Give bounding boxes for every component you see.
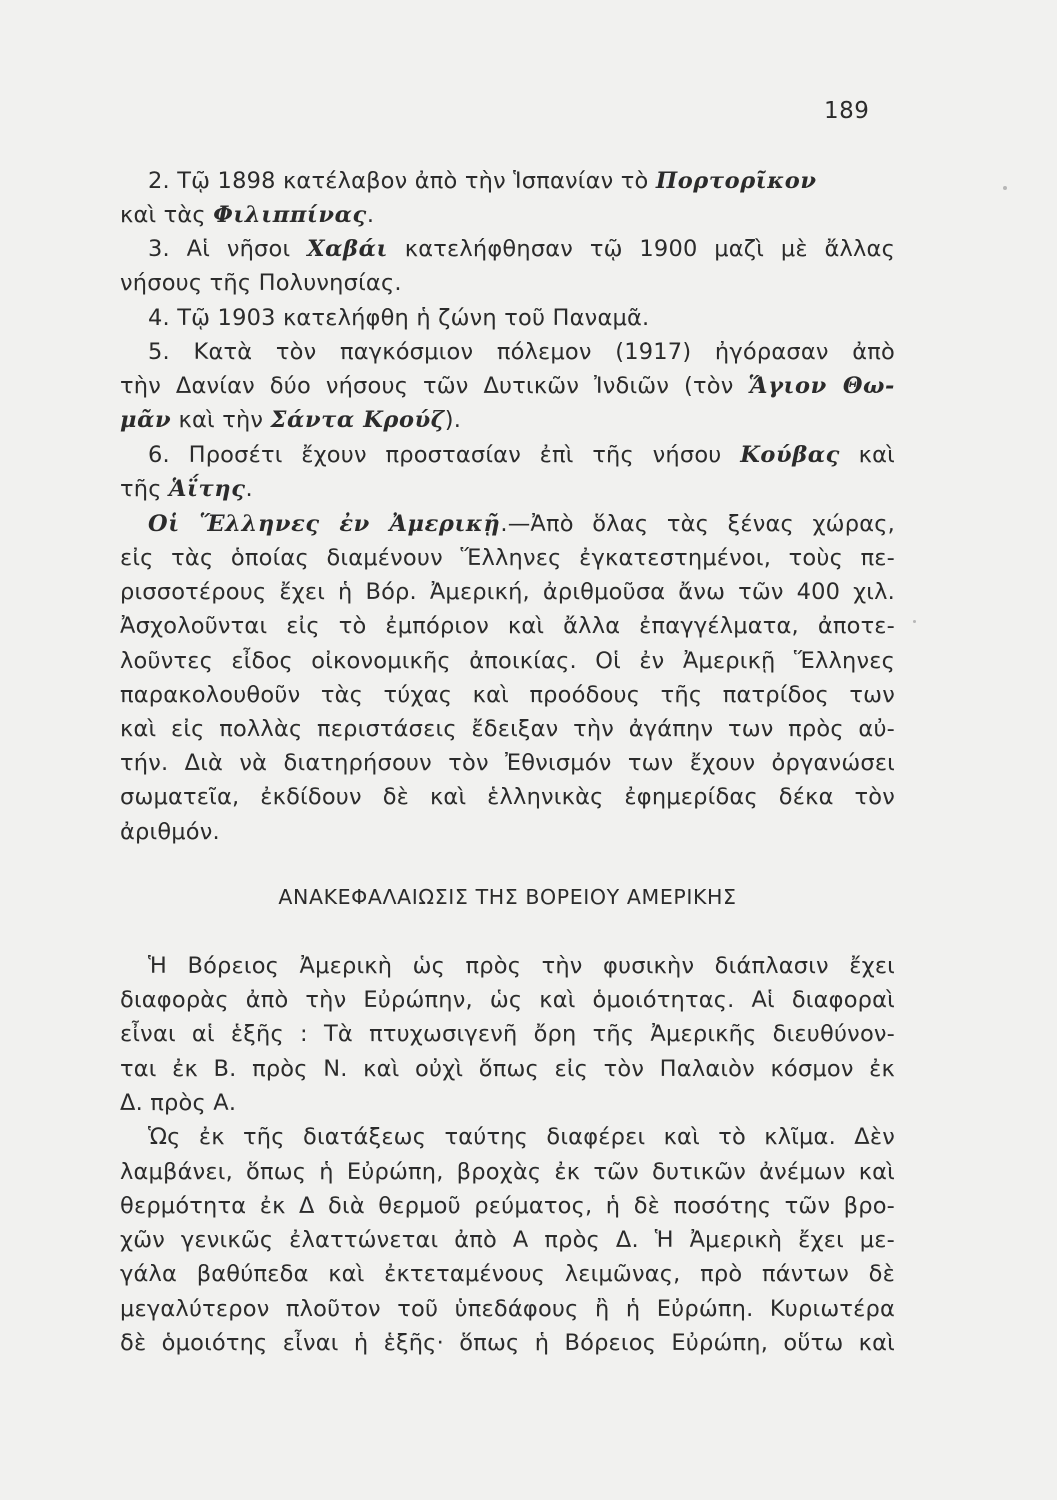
text: 6. Προσέτι ἔχουν προστασίαν ἐπὶ τῆς νήσου <box>148 442 741 468</box>
text: ). <box>444 407 462 433</box>
list-item-6-line-2 <box>120 473 895 505</box>
text: . <box>245 476 253 502</box>
text: κατελήφθησαν τῷ 1900 μαζὶ μὲ ἄλλας <box>388 236 895 262</box>
summary-paragraph-2-line: Ὡς ἐκ τῆς διατάξεως ταύτης διαφέρει καὶ τὸ κλῖμα. Δὲν <box>148 1124 895 1150</box>
greeks-paragraph-line: λοῦντες εἶδος οἰκονομικῆς ἀποικίας. Οἱ ἐν Ἀμερικῇ Ἕλληνες <box>120 648 895 674</box>
section-heading: ΑΝΑΚΕΦΑΛΑΙΩΣΙΣ ΤΗΣ ΒΟΡΕΙΟΥ ΑΜΕΡΙΚΗΣ <box>278 885 737 909</box>
text: καὶ τὰς <box>120 202 214 228</box>
place-name: μᾶν <box>120 407 172 433</box>
list-item-5-line-1: 5. Κατὰ τὸν παγκόσμιον πόλεμον (1917) ἠγόρασαν ἀπὸ <box>148 339 895 365</box>
greeks-paragraph-line: Ἀσχολοῦνται εἰς τὸ ἐμπόριον καὶ ἄλλα ἐπαγγέλματα, ἀποτε- <box>120 613 895 639</box>
text: καὶ τὴν <box>171 407 271 433</box>
summary-paragraph-2-line: δὲ ὁμοιότης εἶναι ἡ ἑξῆς· ὅπως ἡ Βόρειος Εὐρώπη, οὕτω καὶ <box>120 1330 895 1356</box>
greeks-paragraph-line: τήν. Διὰ νὰ διατηρήσουν τὸν Ἐθνισμόν των ἔχουν ὀργανώσει <box>120 750 895 776</box>
list-item-2-line-1 <box>120 165 895 197</box>
text: 2. Τῷ 1898 κατέλαβον ἀπὸ τὴν Ἱσπανίαν τὸ <box>148 168 656 194</box>
summary-paragraph-1-line: ται ἐκ Β. πρὸς Ν. καὶ οὐχὶ ὅπως εἰς τὸν Παλαιὸν κόσμον ἐκ <box>120 1056 895 1082</box>
place-name: Φιλιππίνας <box>213 202 367 228</box>
place-name: Κούβας <box>740 442 840 468</box>
list-item-4: 4. Τῷ 1903 κατελήφθη ἡ ζώνη τοῦ Παναμᾶ. <box>148 305 650 331</box>
greeks-paragraph-line: καὶ εἰς πολλὰς περιστάσεις ἔδειξαν τὴν ἀγάπην των πρὸς αὐ- <box>120 716 895 742</box>
summary-paragraph-1-line: Δ. πρὸς Α. <box>120 1090 237 1116</box>
summary-paragraph-2-line: γάλα βαθύπεδα καὶ ἐκτεταμένους λειμῶνας, πρὸ πάντων δὲ <box>120 1261 895 1287</box>
scan-speck <box>913 620 916 623</box>
summary-paragraph-2-line: λαμβάνει, ὅπως ἡ Εὐρώπη, βροχὰς ἐκ τῶν δυτικῶν ἀνέμων καὶ <box>120 1159 895 1185</box>
section-title: Οἱ Ἕλληνες ἐν Ἀμερικῇ <box>148 511 501 537</box>
text: Ἀπὸ ὅλας τὰς ξένας χώρας, <box>530 511 895 537</box>
list-item-5-line-2 <box>120 370 895 402</box>
greeks-paragraph-line: παρακολουθοῦν τὰς τύχας καὶ προόδους τῆς πατρίδος των <box>120 682 895 708</box>
greeks-paragraph-line: εἰς τὰς ὁποίας διαμένουν Ἕλληνες ἐγκατεστημένοι, τοὺς πε- <box>120 545 895 571</box>
list-item-6-line-1 <box>120 439 895 471</box>
text: . <box>366 202 375 228</box>
place-name: Πορτορῖκον <box>655 168 817 194</box>
summary-paragraph-2-line: χῶν γενικῶς ἐλαττώνεται ἀπὸ Α πρὸς Δ. Ἡ Ἀμερικὴ ἔχει με- <box>120 1227 895 1253</box>
text: 3. Αἱ νῆσοι <box>148 236 308 262</box>
greeks-paragraph-line-1 <box>120 508 895 540</box>
list-item-3-line-1 <box>120 233 895 265</box>
greeks-paragraph-line: ἀριθμόν. <box>120 819 220 845</box>
text: τὴν Δανίαν δύο νήσους τῶν Δυτικῶν Ἰνδιῶν (τὸν <box>120 373 749 399</box>
place-name: Χαβάι <box>307 236 388 262</box>
summary-paragraph-1-line: εἶναι αἱ ἑξῆς : Τὰ πτυχωσιγενῆ ὄρη τῆς Ἀμερικῆς διευθύνον- <box>120 1021 895 1047</box>
place-name: Σάντα Κρούζ <box>270 407 445 433</box>
text: καὶ <box>839 442 895 468</box>
scan-speck <box>1003 186 1007 190</box>
summary-paragraph-2-line: μεγαλύτερον πλοῦτον τοῦ ὑπεδάφους ἢ ἡ Εὐρώπη. Κυριωτέρα <box>120 1296 895 1322</box>
greeks-paragraph-line: σωματεῖα, ἐκδίδουν δὲ καὶ ἑλληνικὰς ἐφημερίδας δέκα τὸν <box>120 784 895 810</box>
greeks-paragraph-line: ρισσοτέρους ἔχει ἡ Βόρ. Ἀμερική, ἀριθμοῦσα ἄνω τῶν 400 χιλ. <box>120 579 895 605</box>
title-dash: .— <box>500 511 531 537</box>
list-item-3-line-2: νήσους τῆς Πολυνησίας. <box>120 270 402 296</box>
place-name: Ἅγιον Θω- <box>748 373 895 399</box>
summary-paragraph-1-line: διαφορὰς ἀπὸ τὴν Εὐρώπην, ὡς καὶ ὁμοιότητας. Αἱ διαφοραὶ <box>120 987 895 1013</box>
text: τῆς <box>120 476 169 502</box>
list-item-2-line-2 <box>120 199 895 231</box>
place-name: Ἁΐτης <box>168 476 246 502</box>
summary-paragraph-1-line: Ἡ Βόρειος Ἀμερικὴ ὡς πρὸς τὴν φυσικὴν διάπλασιν ἔχει <box>148 953 895 979</box>
page-number: 189 <box>824 98 870 124</box>
list-item-5-line-3 <box>120 404 895 436</box>
summary-paragraph-2-line: θερμότητα ἐκ Δ διὰ θερμοῦ ρεύματος, ἡ δὲ ποσότης τῶν βρο- <box>120 1193 895 1219</box>
